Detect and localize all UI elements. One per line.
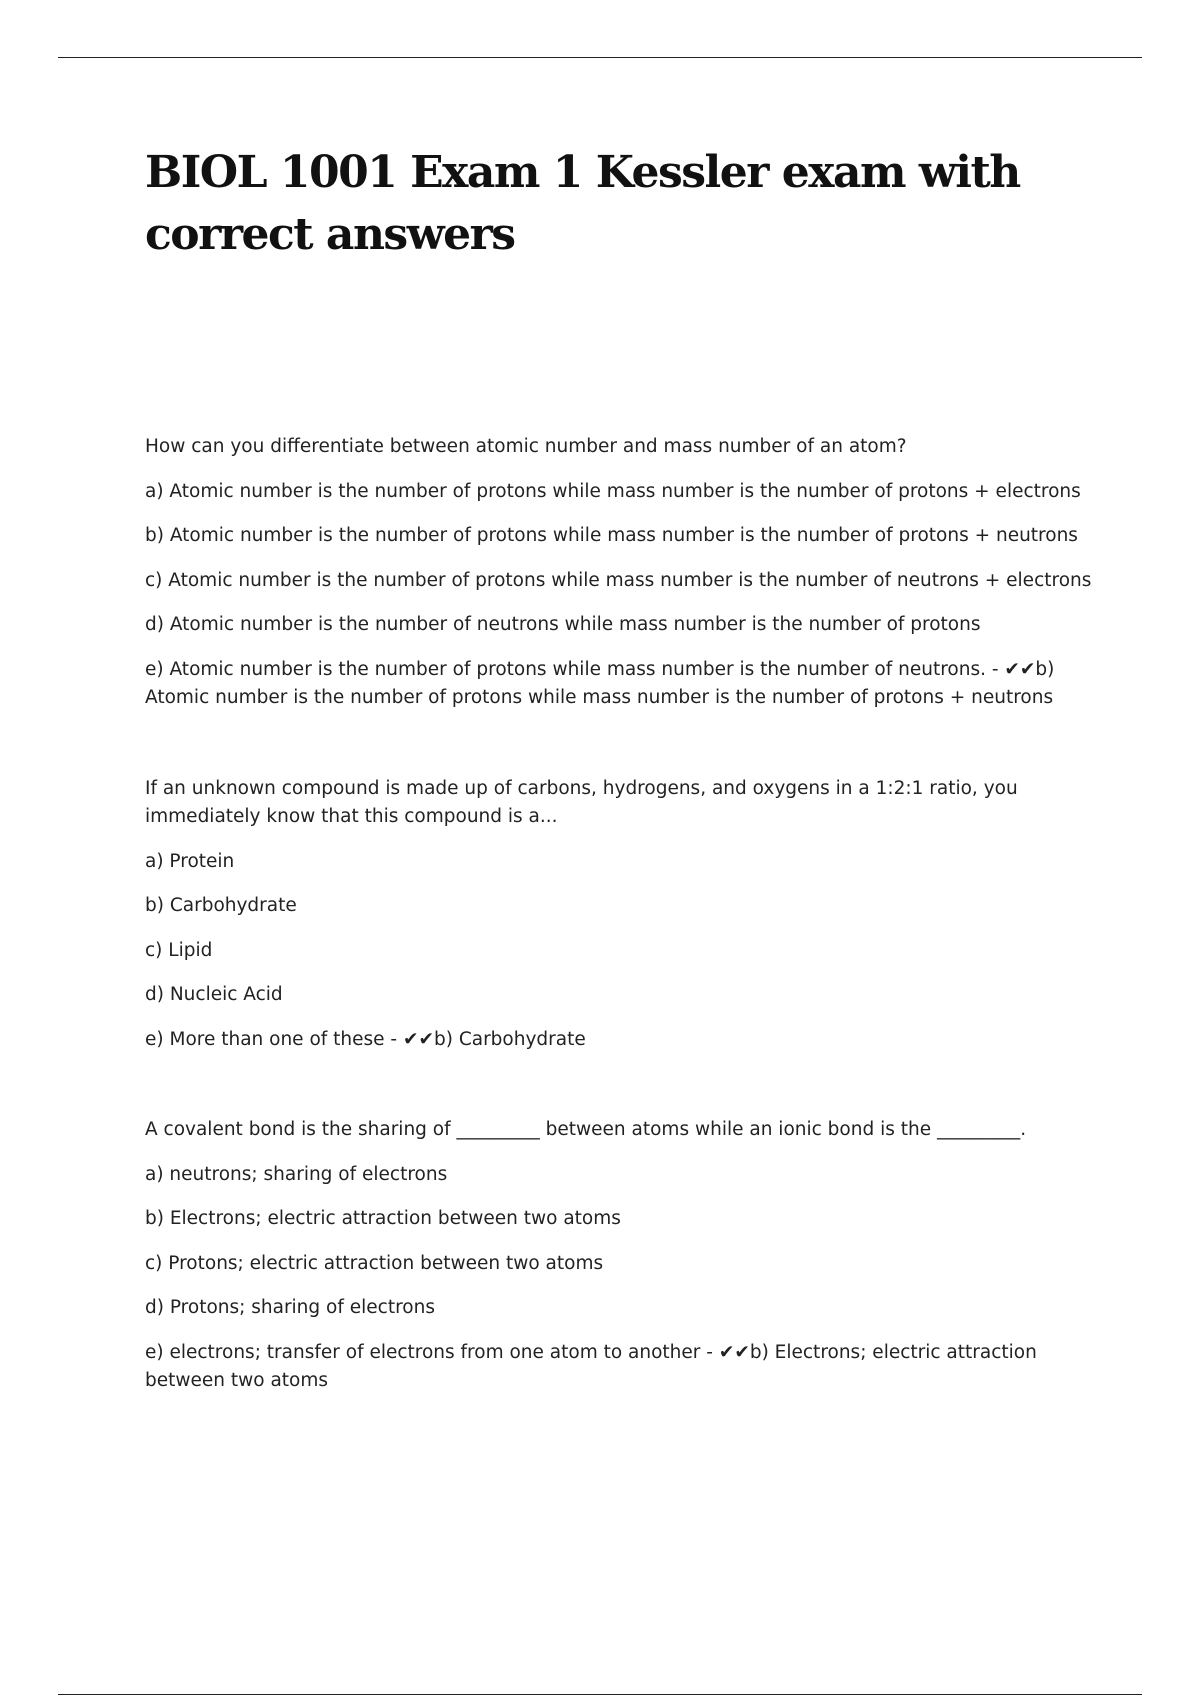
question-prompt: If an unknown compound is made up of carbons, hydrogens, and oxygens in a 1:2:1 ratio, you immediately know that this compound is a...	[145, 777, 1018, 827]
question-prompt: A covalent bond is the sharing of _________ between atoms while an ionic bond is the _________.	[145, 1119, 1027, 1140]
document-title: BIOL 1001 Exam 1 Kessler exam with correct answers	[145, 147, 1020, 260]
answer-option-e-with-answer: e) More than one of these - ✔✔b) Carbohydrate	[145, 1028, 586, 1050]
answer-option-a: a) neutrons; sharing of electrons	[145, 1163, 448, 1185]
answer-option-a: a) Protein	[145, 850, 235, 872]
answer-option-c: c) Atomic number is the number of protons while mass number is the number of neutrons + electrons	[145, 569, 1092, 591]
answer-option-d: d) Atomic number is the number of neutrons while mass number is the number of protons	[145, 614, 981, 635]
question-list	[145, 433, 1095, 1396]
answer-option-c: c) Lipid	[145, 939, 213, 961]
question-prompt: How can you differentiate between atomic number and mass number of an atom?	[145, 436, 907, 457]
header-divider	[58, 57, 1142, 58]
answer-option-e-with-answer: e) Atomic number is the number of protons while mass number is the number of neutrons. - ✔✔b) Atomic number is the number of protons while mass number is the number of protons + neutrons	[145, 658, 1055, 708]
answer-option-d: d) Nucleic Acid	[145, 984, 283, 1005]
footer-divider	[58, 1694, 1142, 1695]
question-1	[145, 433, 1095, 713]
answer-option-a: a) Atomic number is the number of protons while mass number is the number of protons + electrons	[145, 480, 1081, 502]
question-3	[145, 1116, 1095, 1396]
answer-option-b: b) Carbohydrate	[145, 895, 297, 916]
answer-option-d: d) Protons; sharing of electrons	[145, 1297, 435, 1318]
answer-option-b: b) Electrons; electric attraction between two atoms	[145, 1208, 621, 1229]
answer-option-e-with-answer: e) electrons; transfer of electrons from one atom to another - ✔✔b) Electrons; electric attraction between two atoms	[145, 1341, 1037, 1391]
question-2	[145, 775, 1095, 1055]
answer-option-c: c) Protons; electric attraction between two atoms	[145, 1252, 604, 1274]
answer-option-b: b) Atomic number is the number of protons while mass number is the number of protons + neutrons	[145, 525, 1078, 546]
